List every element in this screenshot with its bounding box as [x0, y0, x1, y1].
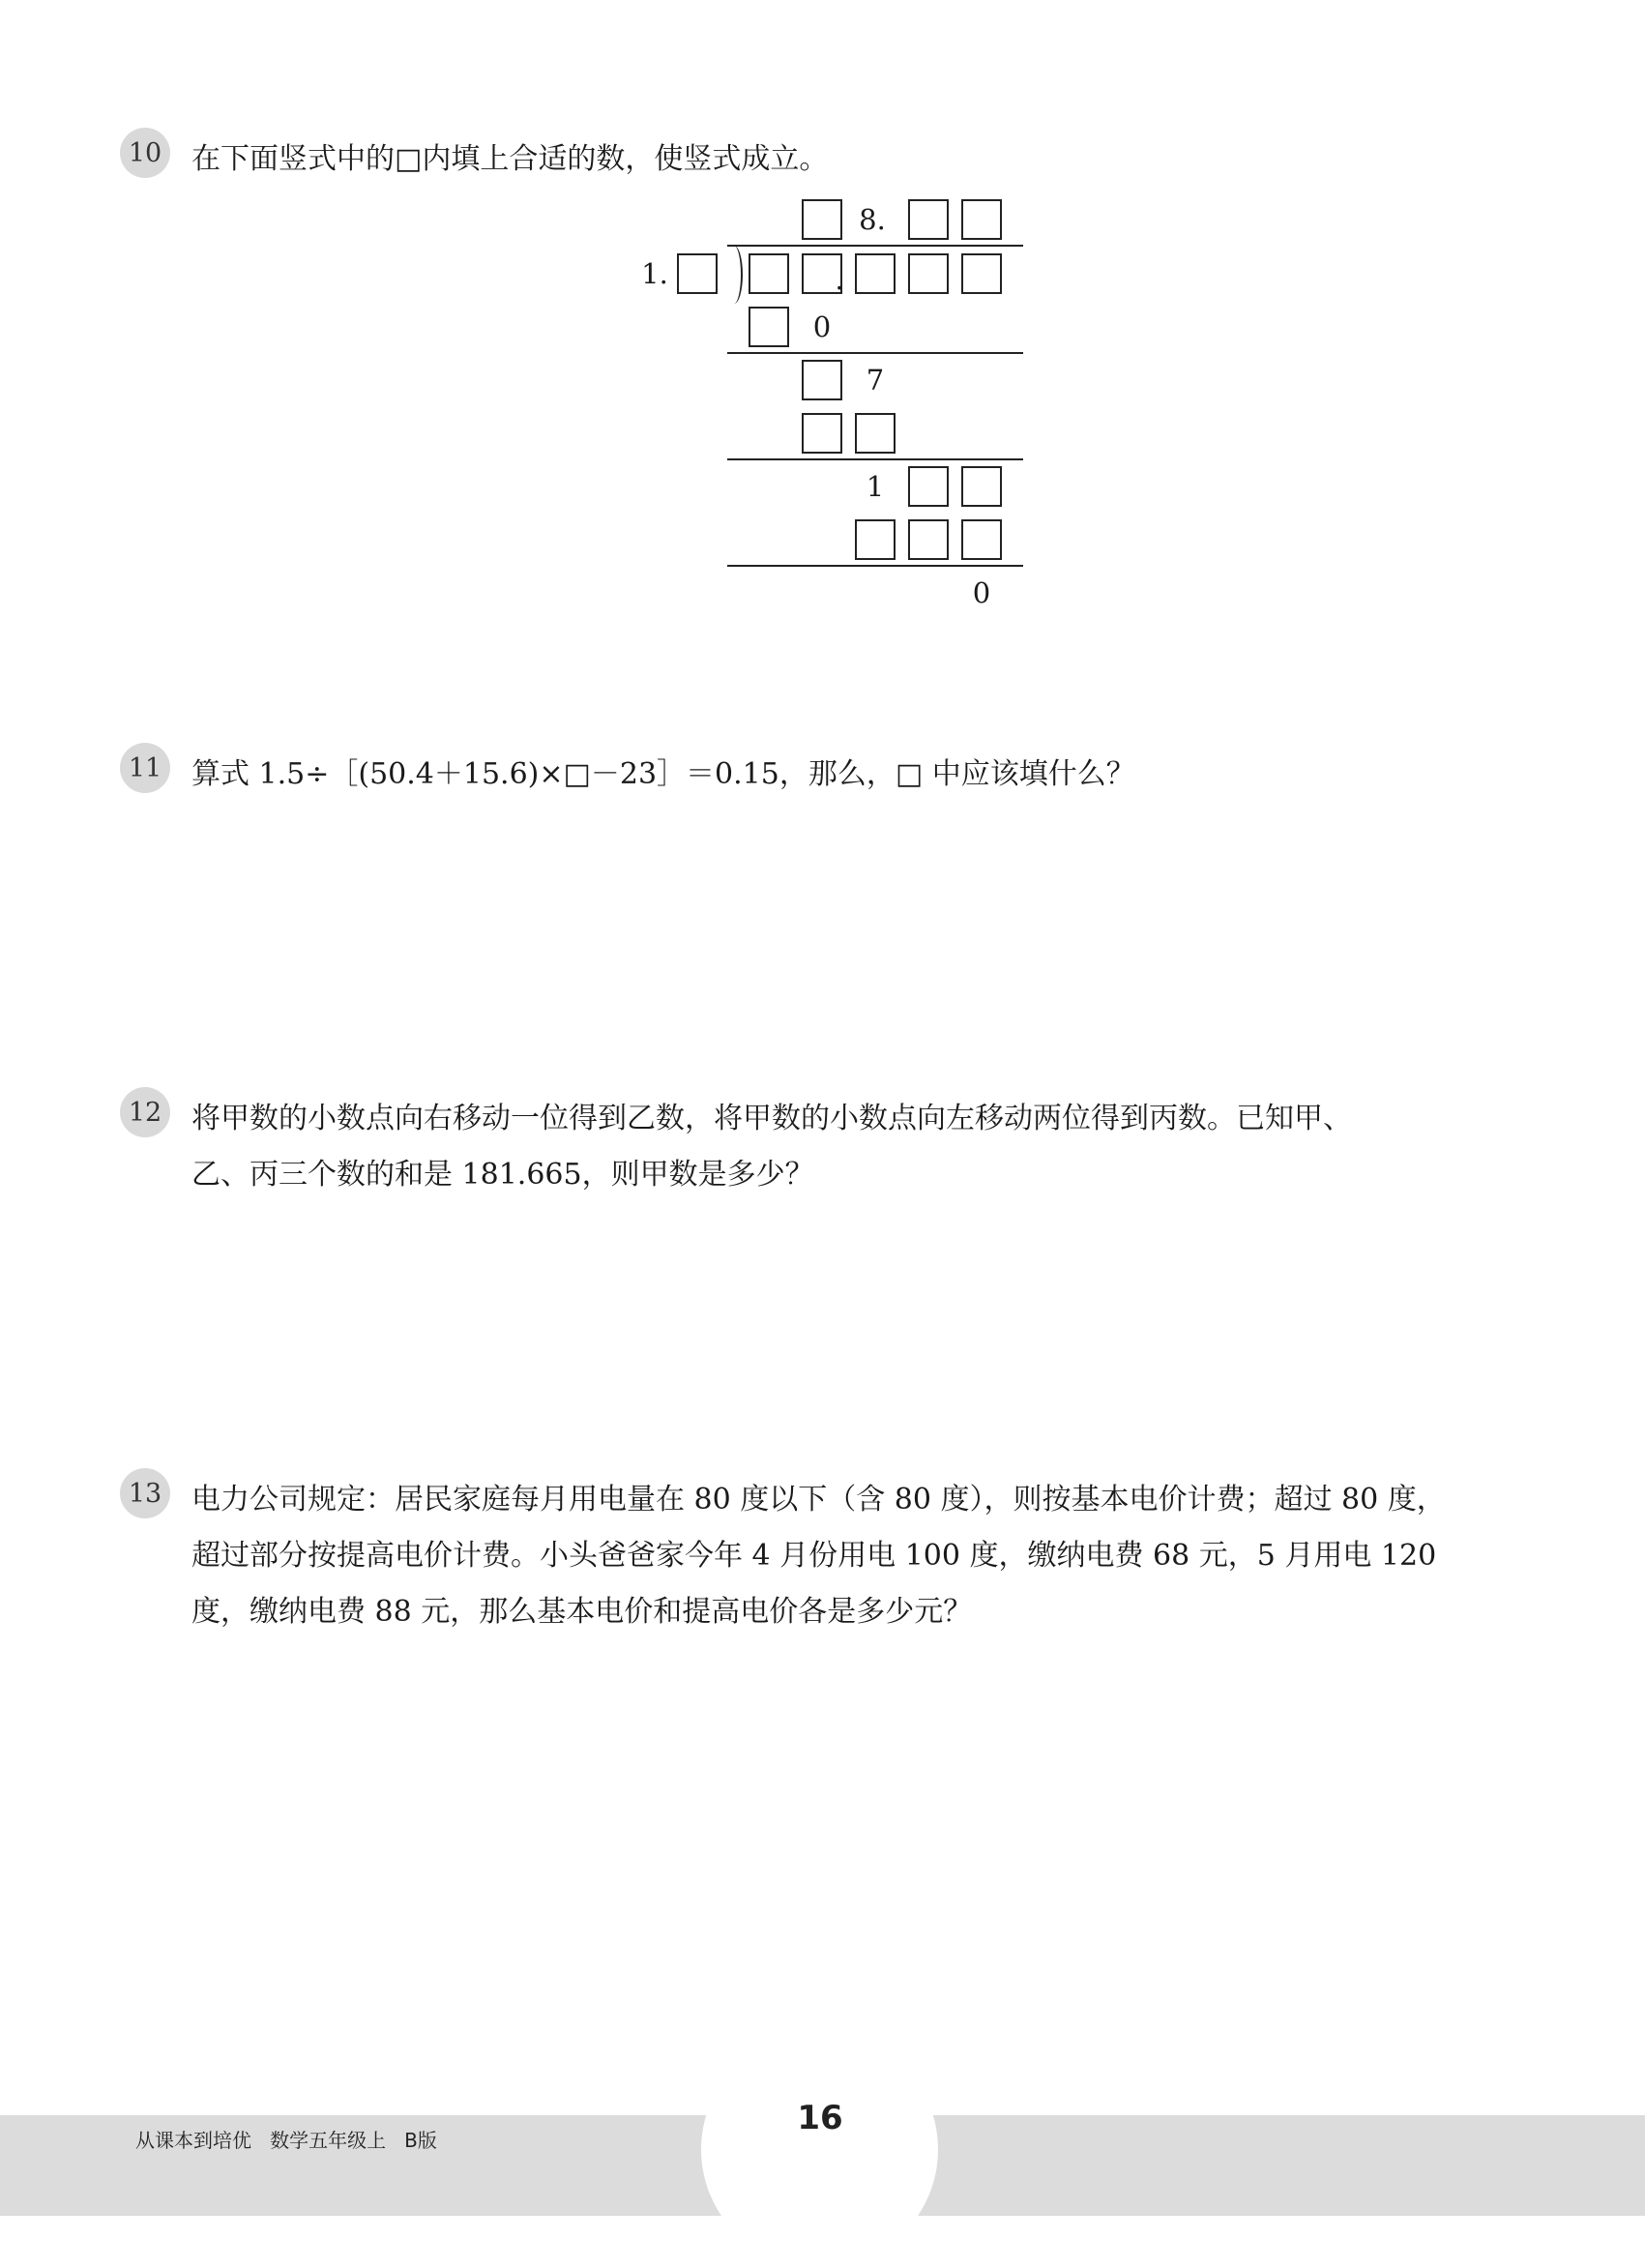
blank-box[interactable] [855, 519, 896, 560]
text-line: 电力公司规定：居民家庭每月用电量在 80 度以下（含 80 度），则按基本电价计费；超过 80 度， [191, 1483, 1446, 1517]
blank-box[interactable] [749, 253, 789, 294]
blank-box[interactable] [802, 413, 842, 454]
text-line: 将甲数的小数点向右移动一位得到乙数，将甲数的小数点向左移动两位得到丙数。已知甲、 [191, 1102, 1352, 1135]
remainder-digit: 0 [972, 576, 991, 609]
division-bracket [725, 246, 743, 304]
problem-text: 在下面竖式中的□内填上合适的数，使竖式成立。 [191, 142, 829, 176]
problem-text [191, 1472, 1603, 1640]
problem-number: 11 [120, 743, 170, 793]
page-number: 16 [797, 2099, 843, 2137]
blank-box[interactable] [961, 253, 1002, 294]
blank-box[interactable] [749, 307, 789, 347]
blank-box[interactable] [908, 199, 949, 240]
blank-box[interactable] [908, 519, 949, 560]
divisor-prefix: 1. [641, 257, 668, 290]
problem-number: 12 [120, 1087, 170, 1137]
step-digit: 7 [866, 364, 885, 397]
step-digit: 1 [866, 470, 885, 503]
book-title: 从课本到培优 数学五年级上 B版 [135, 2129, 437, 2152]
text-line: 超过部分按提高电价计费。小头爸爸家今年 4 月份用电 100 度，缴纳电费 68 元，5 月用电 120 [191, 1539, 1437, 1573]
problem-text: 算式 1.5÷［(50.4＋15.6)×□－23］＝0.15，那么，□ 中应该填什么？ [191, 757, 1135, 791]
blank-box[interactable] [961, 466, 1002, 507]
step-digit: 0 [812, 310, 832, 343]
blank-box[interactable] [908, 466, 949, 507]
blank-box[interactable] [677, 253, 718, 294]
blank-box[interactable] [855, 413, 896, 454]
blank-box[interactable] [961, 199, 1002, 240]
footer-page-circle [701, 2031, 938, 2268]
problem-text [191, 1091, 1603, 1203]
blank-box[interactable] [802, 360, 842, 400]
subtraction-line [727, 458, 1023, 460]
problem-number: 13 [120, 1468, 170, 1518]
subtraction-line [727, 565, 1023, 567]
problem-number: 10 [120, 128, 170, 178]
blank-box[interactable] [855, 253, 896, 294]
blank-box[interactable] [908, 253, 949, 294]
blank-box[interactable] [802, 199, 842, 240]
text-line: 度，缴纳电费 88 元，那么基本电价和提高电价各是多少元？ [191, 1595, 973, 1629]
decimal-point: . [835, 263, 844, 296]
subtraction-line [727, 352, 1023, 354]
text-line: 乙、丙三个数的和是 181.665，则甲数是多少？ [191, 1158, 814, 1192]
division-bar [727, 245, 1023, 247]
quotient-digit: 8. [859, 203, 886, 236]
blank-box[interactable] [961, 519, 1002, 560]
